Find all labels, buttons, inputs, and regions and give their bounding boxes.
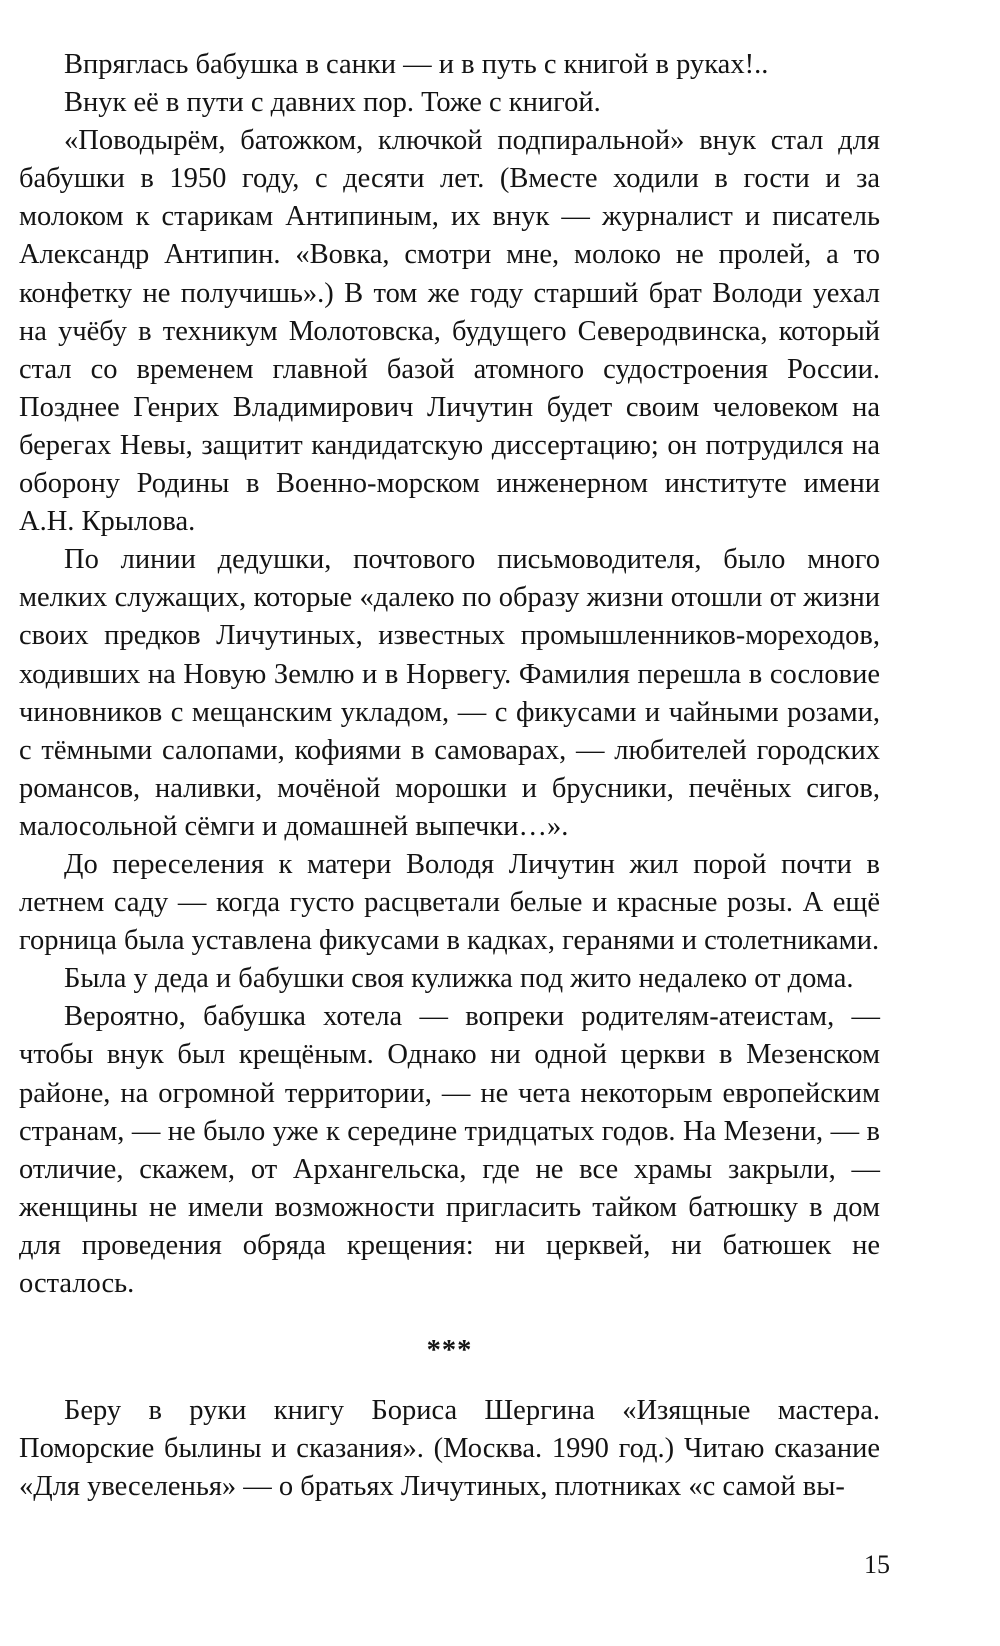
paragraph: До переселения к матери Володя Личутин жил порой почти в летнем саду — когда густо расцветали белые и красные розы. А ещё горница была уставлена фикусами в кадках, геранями и столетниками. (19, 848, 880, 957)
paragraph: Была у деда и бабушки своя кулижка под жито недалеко от дома. (64, 963, 854, 995)
paragraph: Беру в руки книгу Бориса Шергина «Изящные мастера. Поморские былины и сказания». (Москва. 1990 год.) Читаю сказание «Для увеселенья» — о братьях Личутиных, плотниках «с самой вы- (19, 1395, 880, 1503)
paragraph: По линии дедушки, почтового письмоводителя, было много мелких служащих, которые «далеко по образу жизни отошли от жизни своих предков Личутиных, известных промышленников-мореходов, ходивших на Новую Землю и в Норвегу. Фамилия перешла в сословие чиновников с мещанским укладом, — с фикусами и чайными розами, с тёмными салопами, кофиями в самоварах, — любителей городских романсов, наливки, мочёной морошки и брусники, печёных сигов, малосольной сёмги и домашней выпечки…». (19, 544, 880, 842)
page-number: 15 (864, 1550, 890, 1579)
paragraph: «Поводырём, батожком, ключкой подпиральной» внук стал для бабушки в 1950 году, с десяти лет. (Вместе ходили в гости и за молоком к старикам Антипиным, их внук — журналист и писатель Александр Антипин. «Вовка, смотри мне, молоко не пролей, а то конфетку не получишь».) В том же году старший брат Володи уехал на учёбу в техникум Молотовска, будущего Северодвинска, который стал со временем главной базой атомного судостроения России. Позднее Генрих Владимирович Личутин будет своим человеком на берегах Невы, защитит кандидатскую диссертацию; он потрудился на оборону Родины в Военно-морском инженерном институте имени А.Н. Крылова. (19, 125, 880, 538)
section-divider: *** (426, 1335, 473, 1367)
body-text (19, 46, 880, 1506)
paragraph: Впряглась бабушка в санки — и в путь с книгой в руках!.. (64, 49, 769, 80)
paragraph: Внук её в пути с давних пор. Тоже с книгой. (64, 87, 601, 119)
paragraph: Вероятно, бабушка хотела — вопреки родителям-атеистам, — чтобы внук был крещёным. Однако ни одной церкви в Мезенском районе, на огромной территории, — не чета некоторым европейским странам, — не было уже к середине тридцатых годов. На Мезени, — в отличие, скажем, от Архангельска, где не все храмы закрыли, — женщины не имели возможности пригласить тайком батюшку в дом для проведения обряда крещения: ни церквей, ни батюшек не осталось. (19, 1001, 880, 1299)
